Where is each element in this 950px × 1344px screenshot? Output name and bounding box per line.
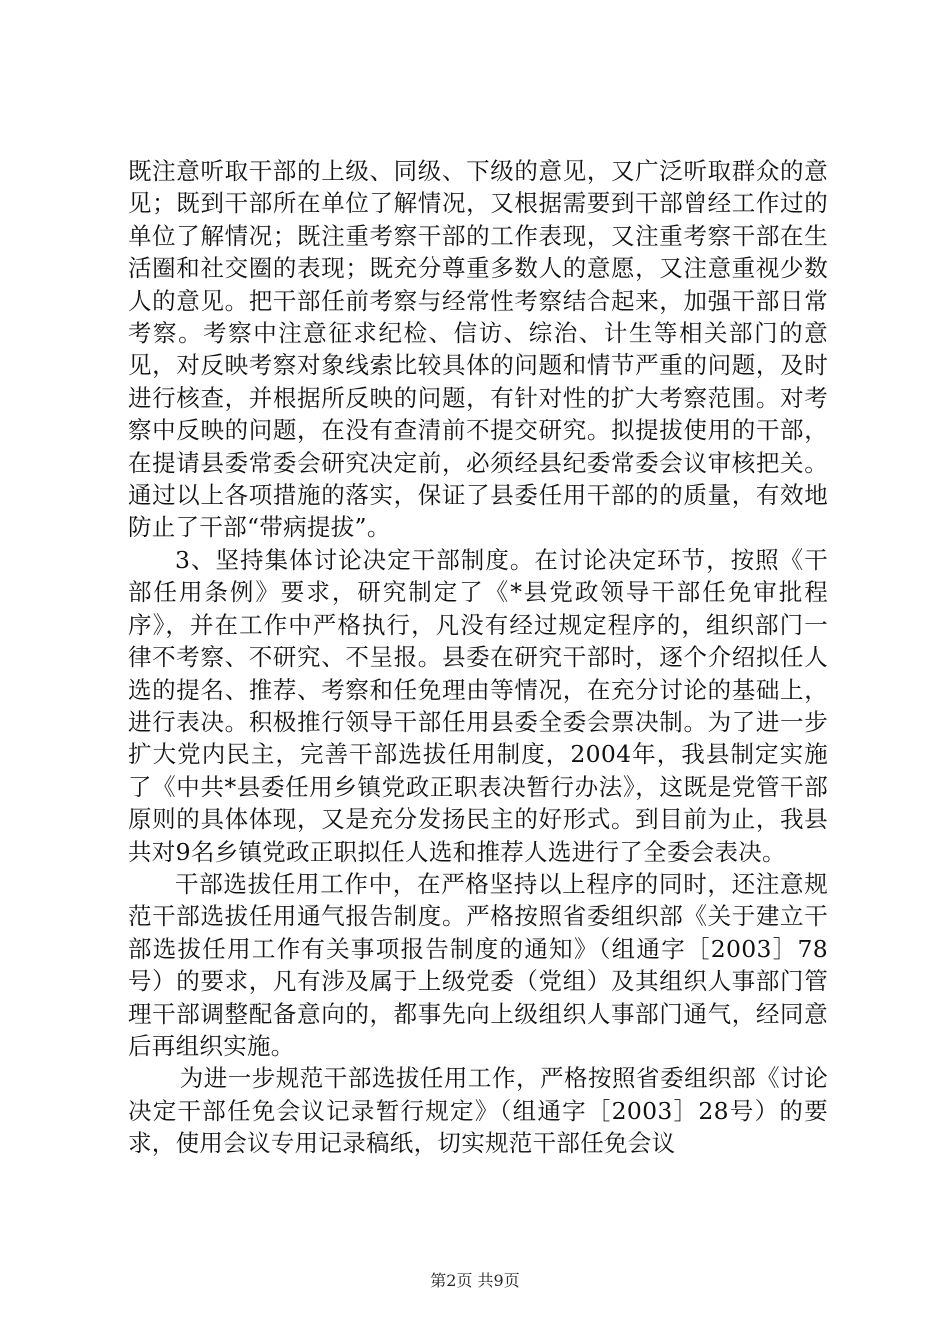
paragraph-reporting-system: 干部选拔任用工作中，在严格坚持以上程序的同时，还注意规范干部选拔任用通气报告制度。严格按照省委组织部《关于建立干部选拔任用工作有关事项报告制度的通知》（组通字［2003］78号）的要求，凡有涉及属于上级党委（党组）及其组织人事部门管理干部调整配备意向的，都事先向上级组织人事部门通气，经同意后再组织实施。 bbox=[128, 869, 828, 1060]
page-footer: 第2页 共9页 bbox=[430, 1271, 520, 1290]
document-body bbox=[128, 155, 828, 1160]
paragraph-meeting-records: 为进一步规范干部选拔任用工作，严格按照省委组织部《讨论决定干部任免会议记录暂行规定》（组通字［2003］28号）的要求，使用会议专用记录稿纸，切实规范干部任免会议 bbox=[128, 1064, 828, 1158]
paragraph-collective-decision: 3、坚持集体讨论决定干部制度。在讨论决定环节，按照《干部任用条例》要求，研究制定了《*县党政领导干部任免审批程序》，并在工作中严格执行，凡没有经过规定程序的，组织部门一律不考察、不研究、不呈报。县委在研究干部时，逐个介绍拟任人选的提名、推荐、考察和任免理由等情况，在充分讨论的基础上，进行表决。积极推行领导干部任用县委全委会票决制。为了进一步扩大党内民主，完善干部选拔任用制度，2004年，我县制定实施了《中共*县委任用乡镇党政正职表决暂行办法》，这既是党管干部原则的具体体现，又是充分发扬民主的好形式。到目前为止，我县共对9名乡镇党政正职拟任人选和推荐人选进行了全委会表决。 bbox=[128, 545, 828, 866]
paragraph-continuation: 既注意听取干部的上级、同级、下级的意见，又广泛听取群众的意见；既到干部所在单位了解情况，又根据需要到干部曾经工作过的单位了解情况；既注重考察干部的工作表现，又注重考察干部在生活圈和社交圈的表现；既充分尊重多数人的意愿，又注意重视少数人的意见。把干部任前考察与经常性考察结合起来，加强干部日常考察。考察中注意征求纪检、信访、综治、计生等相关部门的意见，对反映考察对象线索比较具体的问题和情节严重的问题，及时进行核查，并根据所反映的问题，有针对性的扩大考察范围。对考察中反映的问题，在没有查清前不提交研究。拟提拔使用的干部，在提请县委常委会研究决定前，必须经县纪委常委会议审核把关。通过以上各项措施的落实，保证了县委任用干部的的质量，有效地防止了干部“带病提拔”。 bbox=[128, 157, 828, 542]
